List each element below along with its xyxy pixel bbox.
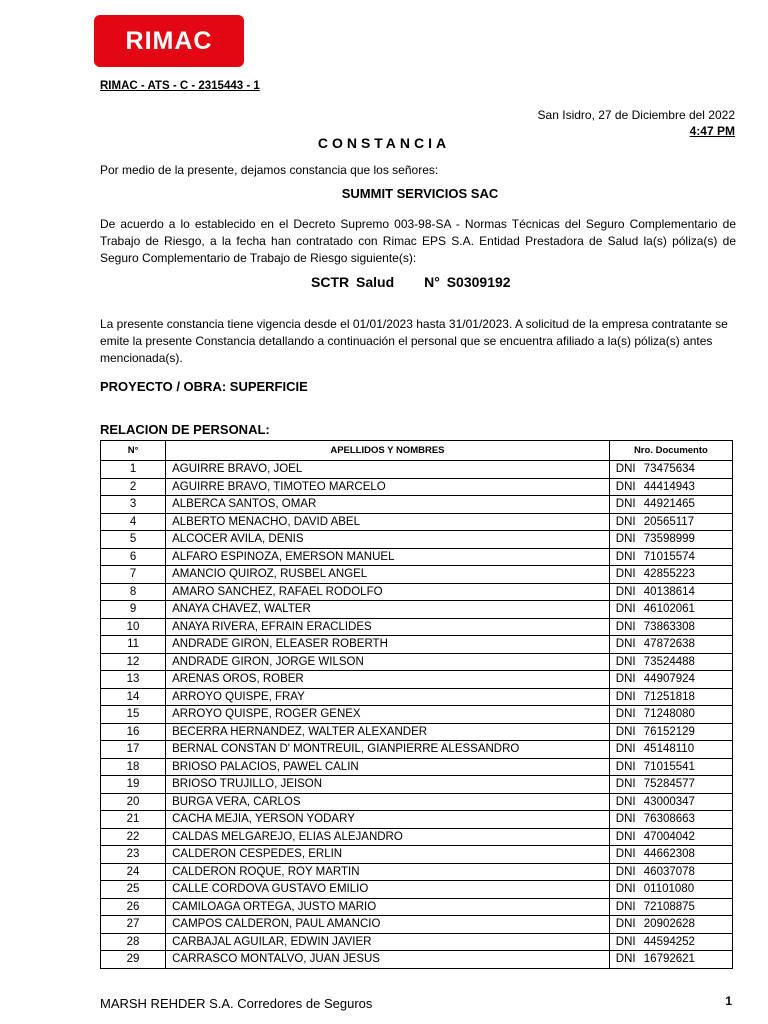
table-row [101, 618, 733, 636]
document-type: DNI [615, 603, 636, 616]
document-number: 16792621 [643, 953, 695, 966]
document-cell [609, 706, 732, 724]
person-name: CALDERON ROQUE, ROY MARTIN [166, 863, 610, 881]
document-type: DNI [615, 568, 636, 581]
row-number: 6 [101, 548, 166, 566]
document-cell [609, 741, 732, 759]
row-number: 24 [101, 863, 166, 881]
document-number: 71248080 [643, 708, 695, 721]
document-type: DNI [615, 638, 636, 651]
person-name: AGUIRRE BRAVO, JOEL [166, 461, 610, 479]
table-row [101, 653, 733, 671]
document-cell [609, 898, 732, 916]
document-type: DNI [615, 515, 636, 528]
document-number: 75284577 [643, 778, 695, 791]
document-type: DNI [615, 883, 636, 896]
table-row [101, 671, 733, 689]
table-row [101, 881, 733, 899]
row-number: 23 [101, 846, 166, 864]
header-name: APELLIDOS Y NOMBRES [166, 441, 610, 461]
document-number: 44921465 [643, 498, 695, 511]
document-cell [609, 776, 732, 794]
row-number: 1 [101, 461, 166, 479]
row-number: 4 [101, 513, 166, 531]
table-row [101, 706, 733, 724]
document-type: DNI [615, 743, 636, 756]
table-row [101, 741, 733, 759]
document-cell [609, 653, 732, 671]
document-number: 71251818 [643, 690, 695, 703]
row-number: 14 [101, 688, 166, 706]
row-number: 25 [101, 881, 166, 899]
document-cell [609, 758, 732, 776]
row-number: 18 [101, 758, 166, 776]
document-type: DNI [615, 620, 636, 633]
document-cell [609, 461, 732, 479]
table-header-row [101, 441, 733, 461]
row-number: 2 [101, 478, 166, 496]
document-type: DNI [615, 813, 636, 826]
row-number: 28 [101, 933, 166, 951]
document-cell [609, 601, 732, 619]
legal-paragraph: De acuerdo a lo establecido en el Decreto Supremo 003-98-SA - Normas Técnicas del Seguro Complementario de Trabajo de Riesgo, a la fecha han contratado con Rimac EPS S.A. Entidad Prestadora de Salud la(s) póliza(s) de Seguro Complementario de Trabajo de Riesgo siguiente(s): [100, 217, 736, 265]
document-cell [609, 811, 732, 829]
document-number: 44594252 [643, 935, 695, 948]
document-type: DNI [615, 550, 636, 563]
table-row [101, 548, 733, 566]
row-number: 13 [101, 671, 166, 689]
row-number: 29 [101, 951, 166, 969]
person-name: ANAYA RIVERA, EFRAIN ERACLIDES [166, 618, 610, 636]
document-number: 01101080 [643, 883, 695, 896]
document-type: DNI [615, 918, 636, 931]
person-name: ALBERTO MENACHO, DAVID ABEL [166, 513, 610, 531]
document-number: 72108875 [643, 900, 695, 913]
document-cell [609, 618, 732, 636]
document-number: 44662308 [643, 848, 695, 861]
table-row [101, 793, 733, 811]
person-name: CALLE CORDOVA GUSTAVO EMILIO [166, 881, 610, 899]
document-cell [609, 636, 732, 654]
table-row [101, 601, 733, 619]
document-cell [609, 548, 732, 566]
row-number: 10 [101, 618, 166, 636]
person-name: AGUIRRE BRAVO, TIMOTEO MARCELO [166, 478, 610, 496]
row-number: 19 [101, 776, 166, 794]
table-row [101, 916, 733, 934]
person-name: BECERRA HERNANDEZ, WALTER ALEXANDER [166, 723, 610, 741]
row-number: 3 [101, 496, 166, 514]
person-name: AMARO SANCHEZ, RAFAEL RODOLFO [166, 583, 610, 601]
person-name: ANAYA CHAVEZ, WALTER [166, 601, 610, 619]
document-number: 43000347 [643, 795, 695, 808]
person-name: CAMILOAGA ORTEGA, JUSTO MARIO [166, 898, 610, 916]
document-reference: RIMAC - ATS - C - 2315443 - 1 [100, 80, 260, 92]
document-type: DNI [615, 953, 636, 966]
person-name: BERNAL CONSTAN D' MONTREUIL, GIANPIERRE ALESSANDRO [166, 741, 610, 759]
document-number: 42855223 [643, 568, 695, 581]
document-type: DNI [615, 865, 636, 878]
page-title: CONSTANCIA [317, 135, 451, 151]
table-row [101, 583, 733, 601]
person-name: ALFARO ESPINOZA, EMERSON MANUEL [166, 548, 610, 566]
document-type: DNI [615, 900, 636, 913]
document-type: DNI [615, 830, 636, 843]
document-cell [609, 566, 732, 584]
page-number: 1 [725, 994, 732, 1008]
document-type: DNI [615, 935, 636, 948]
table-row [101, 846, 733, 864]
person-name: ARROYO QUISPE, ROGER GENEX [166, 706, 610, 724]
policy-line [311, 274, 511, 290]
place-date: San Isidro, 27 de Diciembre del 2022 [537, 108, 735, 122]
document-number: 46102061 [643, 603, 695, 616]
document-cell [609, 881, 732, 899]
logo-text: RIMAC [125, 26, 213, 55]
document-number: 20902628 [643, 918, 695, 931]
document-number: 73475634 [643, 463, 695, 476]
document-cell [609, 846, 732, 864]
table-row [101, 688, 733, 706]
document-type: DNI [615, 690, 636, 703]
person-name: ANDRADE GIRON, ELEASER ROBERTH [166, 636, 610, 654]
document-number: 40138614 [643, 585, 695, 598]
rimac-logo [94, 15, 244, 67]
document-number: 73598999 [643, 533, 695, 546]
person-name: BURGA VERA, CARLOS [166, 793, 610, 811]
document-number: 71015574 [643, 550, 695, 563]
row-number: 21 [101, 811, 166, 829]
table-row [101, 898, 733, 916]
table-row [101, 828, 733, 846]
document-cell [609, 513, 732, 531]
intro-text: Por medio de la presente, dejamos constancia que los señores: [100, 163, 439, 177]
document-cell [609, 688, 732, 706]
document-type: DNI [615, 795, 636, 808]
person-name: AMANCIO QUIROZ, RUSBEL ANGEL [166, 566, 610, 584]
row-number: 5 [101, 531, 166, 549]
document-number: 47004042 [643, 830, 695, 843]
table-row [101, 811, 733, 829]
document-type: DNI [615, 708, 636, 721]
document-type: DNI [615, 655, 636, 668]
person-name: ARROYO QUISPE, FRAY [166, 688, 610, 706]
document-cell [609, 951, 732, 969]
document-type: DNI [615, 480, 636, 493]
document-number: 76308663 [643, 813, 695, 826]
header-document: Nro. Documento [609, 441, 732, 461]
row-number: 16 [101, 723, 166, 741]
person-name: ANDRADE GIRON, JORGE WILSON [166, 653, 610, 671]
document-number: 44907924 [643, 673, 695, 686]
person-name: CARRASCO MONTALVO, JUAN JESUS [166, 951, 610, 969]
validity-paragraph: La presente constancia tiene vigencia desde el 01/01/2023 hasta 31/01/2023. A solicitud de la empresa contratante se emite la presente Constancia detallando a continuación el personal que se encuentra afiliado a la(s) póliza(s) antes mencionada(s). [100, 317, 728, 365]
document-type: DNI [615, 848, 636, 861]
table-row [101, 636, 733, 654]
table-row [101, 566, 733, 584]
document-cell [609, 496, 732, 514]
personnel-heading: RELACION DE PERSONAL: [100, 422, 270, 437]
document-cell [609, 723, 732, 741]
document-type: DNI [615, 760, 636, 773]
policy-number: N° S0309192 [424, 274, 511, 290]
person-name: ALCOCER AVILA, DENIS [166, 531, 610, 549]
document-type: DNI [615, 533, 636, 546]
document-type: DNI [615, 463, 636, 476]
row-number: 15 [101, 706, 166, 724]
person-name: BRIOSO TRUJILLO, JEISON [166, 776, 610, 794]
row-number: 9 [101, 601, 166, 619]
person-name: ARENAS OROS, ROBER [166, 671, 610, 689]
person-name: CAMPOS CALDERON, PAUL AMANCIO [166, 916, 610, 934]
table-row [101, 531, 733, 549]
table-row [101, 478, 733, 496]
document-cell [609, 793, 732, 811]
row-number: 7 [101, 566, 166, 584]
document-type: DNI [615, 778, 636, 791]
row-number: 22 [101, 828, 166, 846]
header-number: N° [101, 441, 166, 461]
document-number: 76152129 [643, 725, 695, 738]
document-number: 20565117 [643, 515, 695, 528]
footer-company: MARSH REHDER S.A. Corredores de Seguros [100, 996, 373, 1011]
table-row [101, 863, 733, 881]
document-cell [609, 828, 732, 846]
document-cell [609, 583, 732, 601]
person-name: BRIOSO PALACIOS, PAWEL CALIN [166, 758, 610, 776]
document-type: DNI [615, 725, 636, 738]
person-name: CACHA MEJIA, YERSON YODARY [166, 811, 610, 829]
document-cell [609, 933, 732, 951]
document-number: 73863308 [643, 620, 695, 633]
document-type: DNI [615, 498, 636, 511]
row-number: 12 [101, 653, 166, 671]
table-row [101, 496, 733, 514]
personnel-table [100, 440, 733, 969]
document-number: 73524488 [643, 655, 695, 668]
document-cell [609, 916, 732, 934]
policy-label: SCTR Salud [311, 274, 395, 290]
table-row [101, 758, 733, 776]
issue-time: 4:47 PM [689, 124, 735, 138]
document-cell [609, 863, 732, 881]
row-number: 27 [101, 916, 166, 934]
person-name: CALDAS MELGAREJO, ELIAS ALEJANDRO [166, 828, 610, 846]
table-row [101, 513, 733, 531]
table-row [101, 951, 733, 969]
document-type: DNI [615, 585, 636, 598]
table-row [101, 723, 733, 741]
project-heading: PROYECTO / OBRA: SUPERFICIE [100, 379, 308, 394]
table-row [101, 461, 733, 479]
document-number: 47872638 [643, 638, 695, 651]
document-cell [609, 531, 732, 549]
row-number: 17 [101, 741, 166, 759]
person-name: CALDERON CESPEDES, ERLIN [166, 846, 610, 864]
document-type: DNI [615, 673, 636, 686]
document-number: 45148110 [643, 743, 695, 756]
row-number: 11 [101, 636, 166, 654]
table-row [101, 776, 733, 794]
person-name: ALBERCA SANTOS, OMAR [166, 496, 610, 514]
row-number: 8 [101, 583, 166, 601]
company-name: SUMMIT SERVICIOS SAC [341, 186, 499, 201]
document-number: 44414943 [643, 480, 695, 493]
document-number: 46037078 [643, 865, 695, 878]
document-number: 71015541 [643, 760, 695, 773]
document-cell [609, 671, 732, 689]
table-row [101, 933, 733, 951]
document-cell [609, 478, 732, 496]
row-number: 20 [101, 793, 166, 811]
person-name: CARBAJAL AGUILAR, EDWIN JAVIER [166, 933, 610, 951]
row-number: 26 [101, 898, 166, 916]
